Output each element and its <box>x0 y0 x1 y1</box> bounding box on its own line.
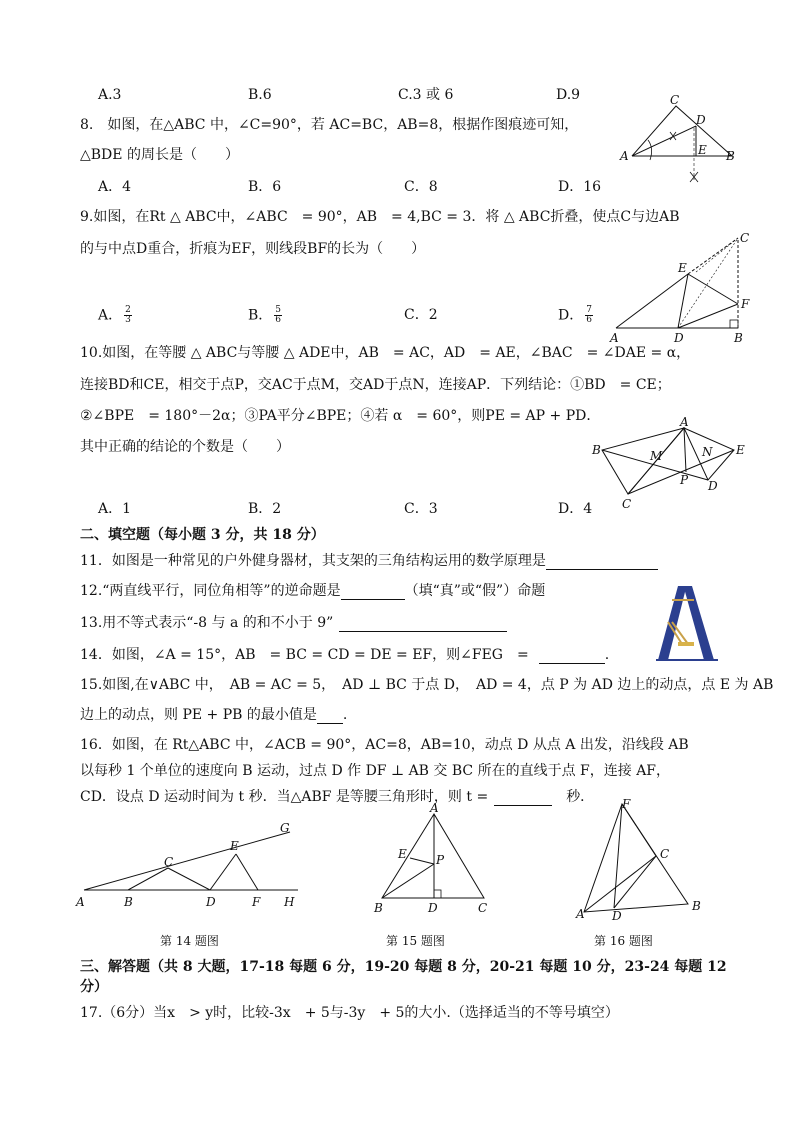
q9-option-a-denominator: 3 <box>125 315 131 325</box>
q10-label-n: N <box>702 445 713 459</box>
q8-stem-line1: 8. 如图，在△ABC 中，∠C=90°，若 AC=BC，AB=8，根据作图痕迹可知， <box>80 117 579 133</box>
q10-stem-line2: 连接BD和CE，相交于点P，交AC于点M，交AD于点N，连接AP．下列结论：①BD = CE； <box>80 377 671 393</box>
q10-label-a: A <box>680 415 689 429</box>
q7-option-a: A.3 <box>98 87 122 103</box>
fig15-label-b: B <box>374 901 383 915</box>
q10-option-b: B．2 <box>248 501 282 517</box>
q8-stem-line2: △BDE 的周长是（ ） <box>80 147 239 163</box>
q9-stem-line1: 9.如图，在Rt △ ABC中，∠ABC = 90°，AB = 4,BC = 3．将 △ ABC折叠，使点C与边AB <box>80 209 680 225</box>
q10-label-c: C <box>622 497 632 511</box>
fig15-label-d: D <box>428 901 438 915</box>
q16-stem-line3 <box>80 788 594 806</box>
q16-stem-line2: 以每秒 1 个单位的速度向 B 运动，过点 D 作 DF ⊥ AB 交 BC 所在的直线于点 F，连接 AF， <box>80 763 671 779</box>
q9-option-b-denominator: 6 <box>275 315 282 325</box>
q11-stem <box>80 552 658 570</box>
fig14-label-c: C <box>164 855 174 869</box>
fig15-label-e: E <box>398 847 407 861</box>
q9-label-b: B <box>734 331 743 345</box>
q7-option-d: D.9 <box>556 87 581 103</box>
fig16-label-c: C <box>660 847 670 861</box>
q9-label-a: A <box>610 331 619 345</box>
q10-figure <box>592 416 752 512</box>
fig15-label-p: P <box>436 853 445 867</box>
q9-figure <box>608 232 758 344</box>
q9-option-d-prefix: D． <box>558 307 584 324</box>
q14-answer-blank[interactable] <box>539 647 605 664</box>
q9-option-b-prefix: B． <box>248 307 273 324</box>
q8-option-c: C．8 <box>404 179 438 195</box>
q15-stem-line1: 15.如图,在∨ABC 中， AB = AC = 5， AD ⊥ BC 于点 D， AD = 4，点 P 为 AD 边上的动点，点 E 为 AB <box>80 677 774 693</box>
q9-option-b-numerator: 5 <box>275 305 282 315</box>
q7-option-c: C.3 或 6 <box>398 87 454 103</box>
q9-option-c: C．2 <box>404 307 438 323</box>
q16-line3-post: 秒． <box>566 789 595 805</box>
q10-option-d: D．4 <box>558 501 593 517</box>
q9-option-a <box>98 306 132 325</box>
q10-stem-line1: 10.如图，在等腰 △ ABC与等腰 △ ADE中，AB = AC，AD = AE，∠BAC = ∠DAE = α， <box>80 345 691 361</box>
fig16-label-f: F <box>622 797 631 811</box>
q8-option-a: A．4 <box>98 179 132 195</box>
fig16-label-a: A <box>576 907 585 921</box>
q9-option-a-prefix: A． <box>98 307 123 324</box>
fig16-caption: 第 16 题图 <box>594 934 653 948</box>
q8-label-b: B <box>726 149 735 163</box>
fig15-label-c: C <box>478 901 488 915</box>
q8-label-d: D <box>696 113 706 127</box>
q13-answer-blank[interactable] <box>339 615 507 632</box>
q9-label-c: C <box>740 231 750 245</box>
fig14-figure <box>76 820 308 912</box>
q11-answer-blank[interactable] <box>546 553 658 570</box>
q10-label-e: E <box>736 443 745 457</box>
fig14-label-e: E <box>230 839 239 853</box>
q10-label-b: B <box>592 443 601 457</box>
section-3-heading-line1: 三、解答题（共 8 大题，17-18 每题 6 分，19-20 每题 8 分，20-21 每题 10 分，23-24 每题 12 <box>80 959 727 975</box>
q9-option-d-denominator: 6 <box>586 315 592 325</box>
section-2-heading: 二、填空题（每小题 3 分，共 18 分） <box>80 527 325 543</box>
q8-label-e: E <box>698 143 707 157</box>
q14-text: 14．如图，∠A = 15°，AB = BC = CD = DE = EF，则∠FEG = <box>80 647 529 663</box>
fig14-label-b: B <box>124 895 133 909</box>
q8-figure <box>620 93 740 188</box>
fig14-caption: 第 14 题图 <box>160 934 219 948</box>
fig16-label-d: D <box>612 909 622 923</box>
q8-label-a: A <box>620 149 629 163</box>
fig15-caption: 第 15 题图 <box>386 934 445 948</box>
q16-stem-line1: 16．如图，在 Rt△ABC 中，∠ACB = 90°，AC=8，AB=10，动点 D 从点 A 出发，沿线段 AB <box>80 737 689 753</box>
q9-label-e: E <box>678 261 687 275</box>
q15-period: . <box>342 707 348 723</box>
q10-stem-line3: ②∠BPE = 180°－2α；③PA平分∠BPE；④若 α = 60°，则PE = AP + PD． <box>80 408 601 424</box>
fig14-label-g: G <box>280 821 290 835</box>
q10-option-c: C．3 <box>404 501 438 517</box>
q15-answer-blank[interactable] <box>317 707 343 724</box>
fig14-label-d: D <box>206 895 216 909</box>
section-3-heading-line2: 分） <box>80 979 108 995</box>
q14-stem <box>80 646 609 664</box>
fig16-label-b: B <box>692 899 701 913</box>
q9-stem-line2: 的与中点D重合，折痕为EF，则线段BF的长为（ ） <box>80 241 426 257</box>
q12-answer-blank[interactable] <box>341 583 405 600</box>
q9-label-d: D <box>674 331 684 345</box>
q8-label-c: C <box>670 93 680 107</box>
q12-post: （填“真”或“假”）命题 <box>404 583 546 599</box>
q15-stem-line2 <box>80 706 347 724</box>
q16-line3-text: CD．设点 D 运动时间为 t 秒．当△ABF 是等腰三角形时，则 t = <box>80 789 489 805</box>
q10-stem-line4: 其中正确的结论的个数是（ ） <box>80 439 290 455</box>
q12-pre: 12.“两直线平行，同位角相等”的逆命题是 <box>80 583 341 599</box>
q13-text: 13.用不等式表示“-8 与 a 的和不小于 9” <box>80 615 334 631</box>
q16-answer-blank[interactable] <box>494 789 552 806</box>
fig14-label-h: H <box>284 895 295 909</box>
q11-text: 11．如图是一种常见的户外健身器材，其支架的三角结构运用的数学原理是 <box>80 553 546 569</box>
fig15-figure <box>374 801 494 916</box>
q7-option-b: B.6 <box>248 87 272 103</box>
q10-label-d: D <box>708 479 718 493</box>
q13-stem <box>80 614 507 632</box>
q8-option-b: B．6 <box>248 179 282 195</box>
q10-label-p: P <box>680 473 689 487</box>
q9-option-d <box>558 306 593 325</box>
q9-option-a-numerator: 2 <box>125 305 131 315</box>
q10-label-m: M <box>650 449 663 463</box>
q12-stem <box>80 582 545 600</box>
fig14-label-f: F <box>252 895 261 909</box>
q15-line2-text: 边上的动点，则 PE + PB 的最小值是 <box>80 707 317 723</box>
q10-option-a: A．1 <box>98 501 132 517</box>
q17-stem: 17.（6分）当x > y时，比较-3x + 5与-3y + 5的大小.（选择适当的不等号填空） <box>80 1005 619 1021</box>
q9-label-f: F <box>741 297 750 311</box>
q9-option-b <box>248 306 282 325</box>
q8-option-d: D．16 <box>558 179 602 195</box>
fig14-label-a: A <box>76 895 85 909</box>
fitness-equipment-image <box>652 582 724 662</box>
q14-period: . <box>604 647 610 663</box>
fig15-label-a: A <box>430 801 439 815</box>
q9-option-d-numerator: 7 <box>586 305 592 315</box>
fig16-figure <box>576 797 706 923</box>
